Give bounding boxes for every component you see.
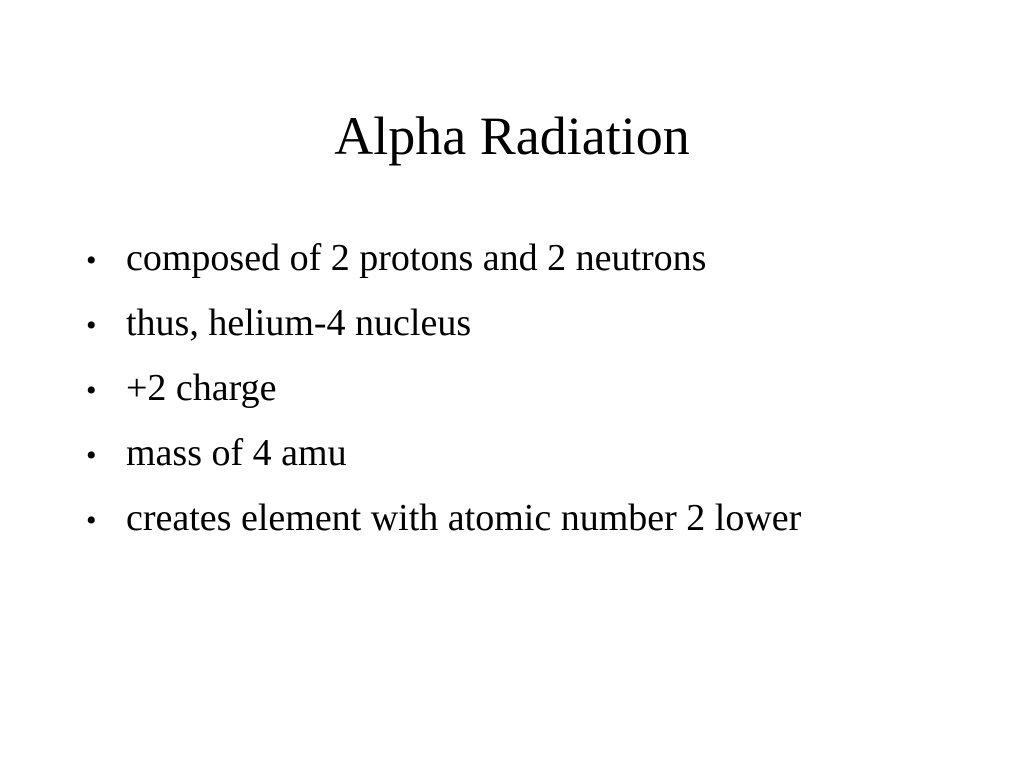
slide-title: Alpha Radiation [334,106,690,166]
bullet-list [86,230,986,555]
bullet-text: +2 charge [126,367,277,409]
bullet-text: thus, helium-4 nucleus [126,302,472,344]
bullet-item [86,360,986,425]
bullet-text: creates element with atomic number 2 lower [126,497,802,539]
bullet-dot: • [86,309,97,342]
bullet-text: mass of 4 amu [126,432,347,474]
bullet-dot: • [86,504,97,537]
bullet-item [86,230,986,295]
bullet-item [86,295,986,360]
bullet-text: composed of 2 protons and 2 neutrons [126,237,707,279]
bullet-item [86,490,986,555]
bullet-dot: • [86,439,97,472]
bullet-dot: • [86,244,97,277]
bullet-item [86,425,986,490]
bullet-dot: • [86,374,97,407]
